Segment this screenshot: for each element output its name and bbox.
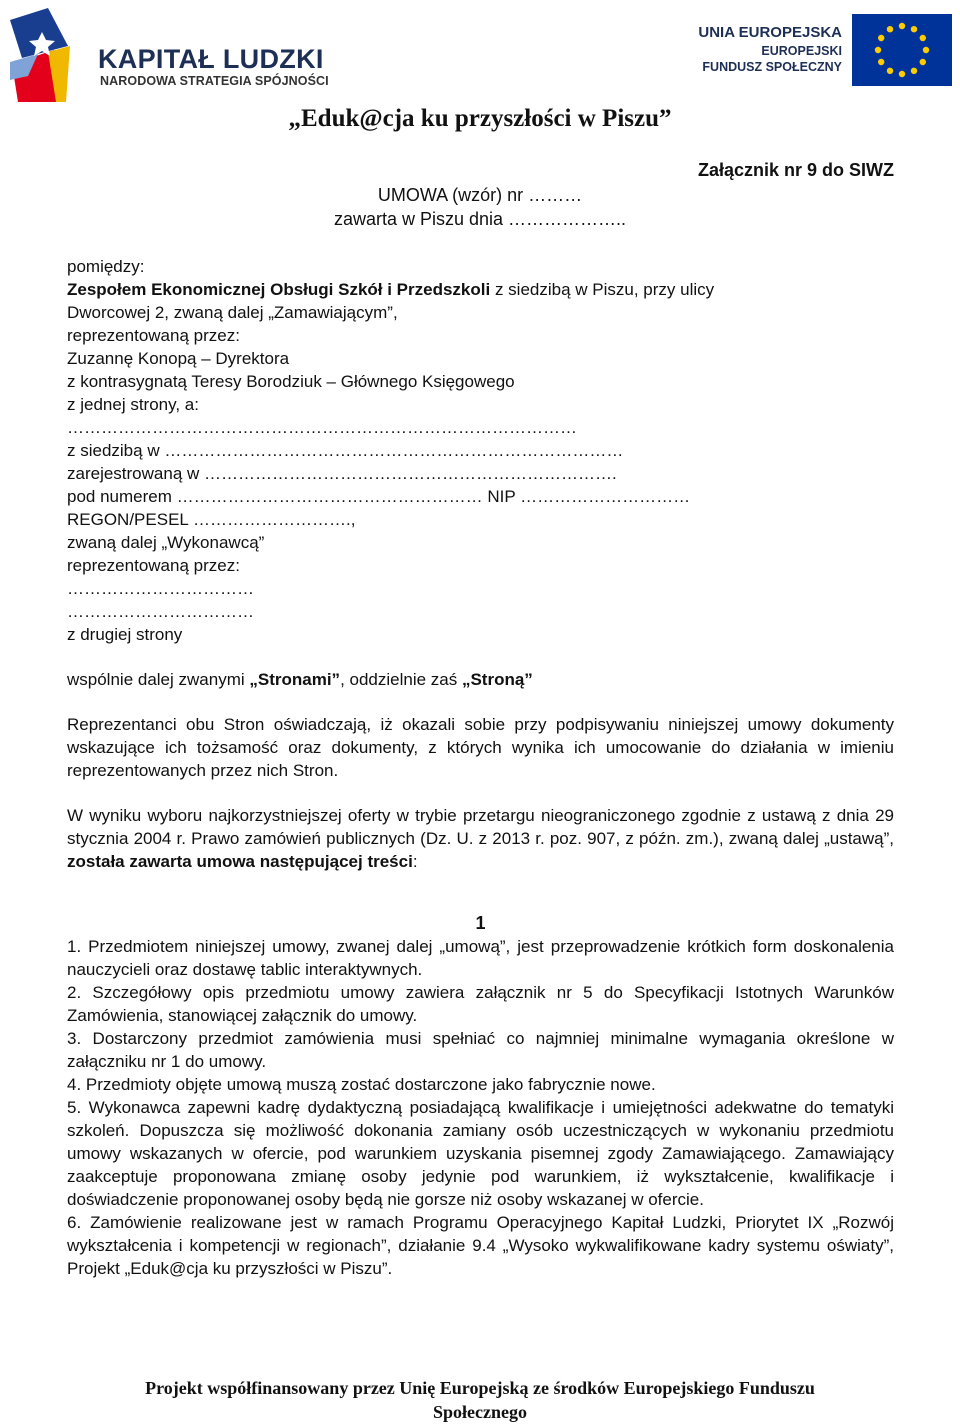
eu-efs-logo xyxy=(684,10,956,100)
party1-address: z siedzibą w Piszu, przy ulicy xyxy=(490,280,715,299)
footer-line2: Społecznego xyxy=(433,1402,527,1422)
eu-logo-line3: FUNDUSZ SPOŁECZNY xyxy=(702,60,842,74)
project-title: „Eduk@cja ku przyszłości w Piszu” xyxy=(288,105,672,132)
eu-logo-line2: EUROPEJSKI xyxy=(761,44,842,58)
eu-logo-line1: UNIA EUROPEJSKA xyxy=(698,24,842,41)
contract-basis-paragraph xyxy=(67,804,894,873)
contractor-represented: reprezentowaną przez: xyxy=(67,556,240,575)
section-1-item: 2. Szczegółowy opis przedmiotu umowy zawiera załącznik nr 5 do Specyfikacji Istotnych Warunków Zamówienia, stanowiącej załącznik do umowy. xyxy=(67,983,894,1025)
contract-basis-colon: : xyxy=(412,852,418,871)
contractor-called: zwaną dalej „Wykonawcą” xyxy=(67,533,265,552)
contract-basis-text: W wyniku wyboru najkorzystniejszej oferty w trybie przetargu nieograniczonego zgodnie z ustawą z dnia 29 stycznia 2004 r. Prawo zamówień publicznych (Dz. U. z 2013 r. poz. 907, z późn. zm.), zwaną dalej „ustawą”, xyxy=(67,806,894,848)
footer-line1: Projekt współfinansowany przez Unię Europejską ze środków Europejskiego Funduszu xyxy=(145,1378,815,1398)
contract-basis-bold: została zawarta umowa następującej treści xyxy=(67,852,413,871)
jointly-mid: , oddzielnie zaś xyxy=(340,670,462,689)
jointly-party-term: „Stroną” xyxy=(461,670,533,689)
kapital-ludzki-emblem-icon xyxy=(8,6,86,106)
jointly-line xyxy=(67,668,894,691)
party1-name: Zespołem Ekonomicznej Obsługi Szkół i Przedszkoli xyxy=(67,280,491,299)
section-1-heading: 1 xyxy=(475,913,486,933)
contractor-registered: zarejestrowaną w ………………………………………………………………. xyxy=(67,464,617,483)
party1-line2: Dworcowej 2, zwaną dalej „Zamawiającym”, xyxy=(67,303,398,322)
contract-body xyxy=(67,255,894,1280)
contractor-regon: REGON/PESEL ………………………., xyxy=(67,510,356,529)
kapital-ludzki-logo xyxy=(8,6,329,106)
jointly-parties-term: „Stronami” xyxy=(249,670,341,689)
section-1-item: 5. Wykonawca zapewni kadrę dydaktyczną posiadającą kwalifikacje i umiejętności adekwatne do tematyki szkoleń. Dopuszcza się możliwość dokonania zamiany osób uczestniczących w wykonaniu przedmiotu umowy wskazanych w ofercie, pod warunkiem uzyskania pisemnej zgody Zamawiającego. Zamawiający zaakceptuje proponowana zmianę osoby jedynie pod warunkiem, iż wykształcenie, kwalifikacje i doświadczenie proponowanej osoby będą nie gorsze niż osoby wskazanej w ofercie. xyxy=(67,1098,894,1209)
jointly-pre: wspólnie dalej zwanymi xyxy=(67,670,250,689)
section-1-item: 3. Dostarczony przedmiot zamówienia musi spełniać co najmniej minimalne wymagania określone w załączniku nr 1 do umowy. xyxy=(67,1029,894,1071)
section-1-item: 1. Przedmiotem niniejszej umowy, zwanej dalej „umową”, jest przeprowadzenie krótkich form doskonalenia nauczycieli oraz dostawę tablic interaktywnych. xyxy=(67,937,894,979)
contract-number-line: UMOWA (wzór) nr ……… xyxy=(377,185,583,205)
section-1-item: 6. Zamówienie realizowane jest w ramach Programu Operacyjnego Kapitał Ludzki, Priorytet IX „Rozwój wykształcenia i kompetencji w regionach”, działanie 9.4 „Wysoko wykwalifikowane kadry systemu oświaty”, Projekt „Eduk@cja ku przyszłości w Piszu”. xyxy=(67,1213,894,1278)
page-footer xyxy=(60,1376,900,1424)
eu-flag-icon xyxy=(852,14,952,86)
contractor-name-blank: ……………………………………………………………………………… xyxy=(67,418,577,437)
section-1-item: 4. Przedmioty objęte umową muszą zostać dostarczone jako fabrycznie nowe. xyxy=(67,1075,656,1094)
contract-title xyxy=(260,183,700,231)
party1-countersign: z kontrasygnatą Teresy Borodziuk – Głównego Księgowego xyxy=(67,372,515,391)
party1-director: Zuzannę Konopą – Dyrektora xyxy=(67,349,290,368)
contract-date-line: zawarta w Piszu dnia ……………….. xyxy=(333,209,627,229)
party1-line xyxy=(67,278,894,301)
contractor-rep-blank-2: …………………………… xyxy=(67,602,254,621)
other-side-label: z drugiej strony xyxy=(67,625,183,644)
one-side-label: z jednej strony, a: xyxy=(67,395,199,414)
contractor-number-nip: pod numerem ……………………………………………… NIP ………………………… xyxy=(67,487,691,506)
contractor-rep-blank-1: …………………………… xyxy=(67,579,254,598)
between-label: pomiędzy: xyxy=(67,257,145,276)
kapital-ludzki-title: KAPITAŁ LUDZKI xyxy=(98,44,324,74)
representatives-paragraph: Reprezentanci obu Stron oświadczają, iż okazali sobie przy podpisywaniu niniejszej umowy dokumenty wskazujące ich tożsamość oraz dokumenty, z których wynika ich umocowanie do działania w imieniu reprezentowanych przez nich Stron. xyxy=(67,715,894,780)
annex-label: Załącznik nr 9 do SIWZ xyxy=(697,160,894,180)
party1-represented: reprezentowaną przez: xyxy=(67,326,240,345)
contractor-seat: z siedzibą w ……………………………………………………………………… xyxy=(67,441,624,460)
kapital-ludzki-subtitle: NARODOWA STRATEGIA SPÓJNOŚCI xyxy=(100,74,329,88)
